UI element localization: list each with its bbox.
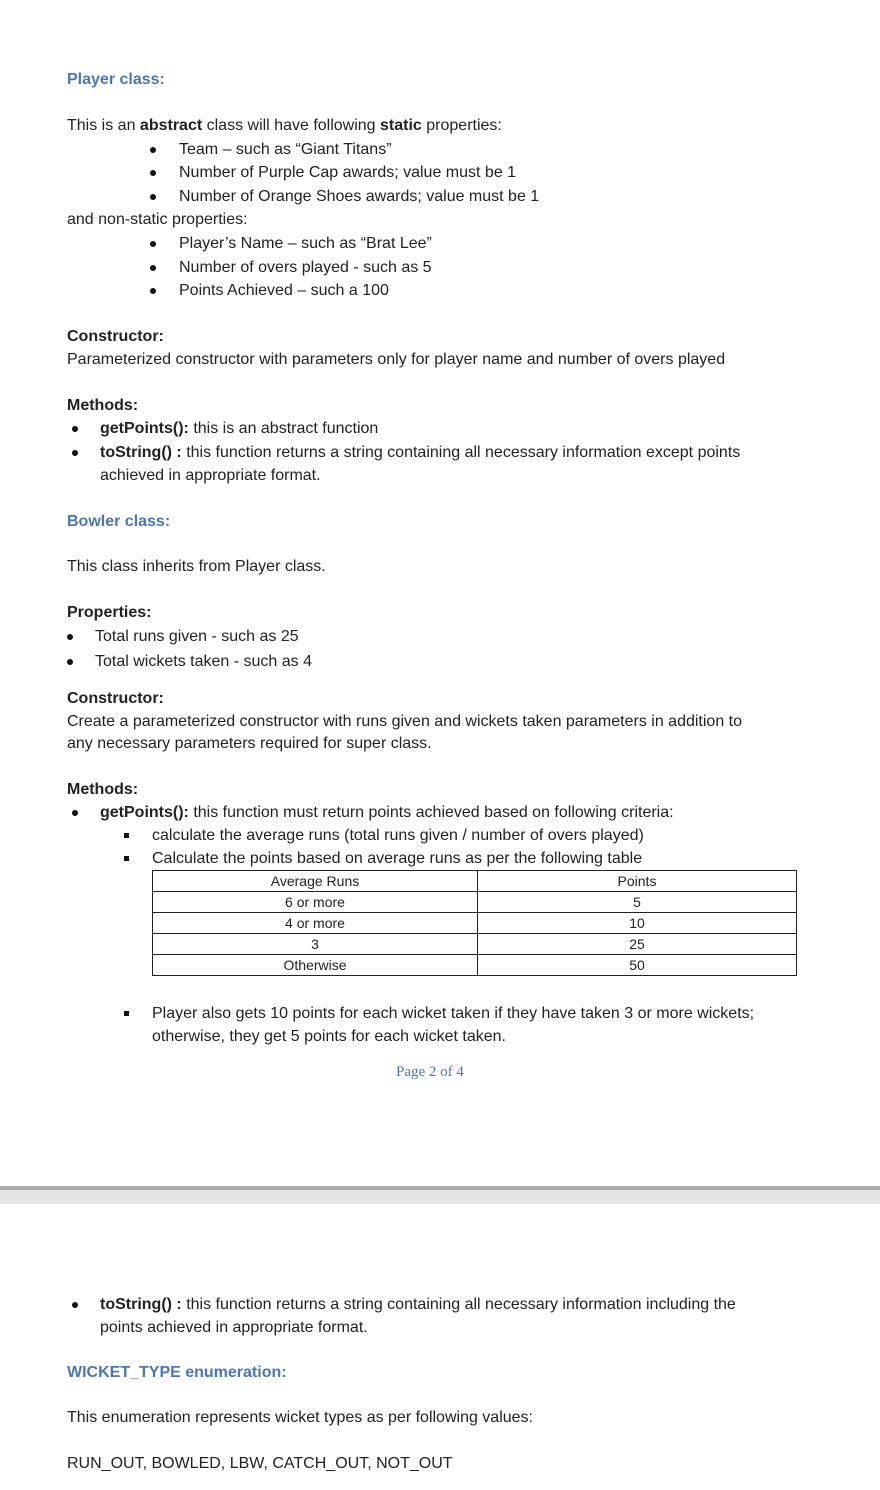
bullet-icon	[72, 810, 78, 816]
page-number: Page 2 of 4	[396, 1064, 464, 1080]
table-row	[153, 934, 797, 955]
bullet-icon	[150, 241, 156, 247]
bullet-icon	[72, 1302, 78, 1308]
method-name: toString() :	[100, 1296, 182, 1313]
bowler-constructor-text: any necessary parameters required for super class.	[67, 735, 432, 752]
table-cell: 50	[478, 955, 797, 976]
points-table	[152, 870, 797, 976]
page-break-gap	[0, 1190, 880, 1204]
bullet-icon	[150, 265, 156, 271]
nonstatic-prop-item: Number of overs played - such as 5	[179, 259, 432, 276]
bowler-property-item: Total runs given - such as 25	[95, 628, 299, 645]
method-desc: this function returns a string containing all necessary information except points	[181, 444, 741, 461]
bullet-icon	[67, 659, 73, 665]
wicket-type-values: RUN_OUT, BOWLED, LBW, CATCH_OUT, NOT_OUT	[67, 1455, 453, 1472]
method-item-tostring	[100, 442, 740, 464]
method-desc-continued: points achieved in appropriate format.	[100, 1319, 368, 1336]
wicket-type-intro: This enumeration represents wicket types as per following values:	[67, 1409, 533, 1426]
bowler-constructor-heading: Constructor:	[67, 690, 164, 707]
square-bullet-icon	[124, 856, 129, 861]
bowler-class-intro: This class inherits from Player class.	[67, 558, 326, 575]
bullet-icon	[150, 170, 156, 176]
bowler-tostring-item	[100, 1294, 736, 1316]
table-cell: Otherwise	[153, 955, 478, 976]
bowler-properties-heading: Properties:	[67, 604, 152, 621]
method-item-getpoints	[100, 418, 378, 440]
table-cell: 6 or more	[153, 892, 478, 913]
table-cell: 5	[478, 892, 797, 913]
criteria-item: Calculate the points based on average runs as per the following table	[152, 850, 643, 867]
wicket-type-heading: WICKET_TYPE enumeration:	[67, 1364, 287, 1381]
wicket-points-text: otherwise, they get 5 points for each wicket taken.	[152, 1028, 506, 1045]
criteria-item: calculate the average runs (total runs given / number of overs played)	[152, 827, 644, 844]
table-row	[153, 892, 797, 913]
static-prop-item: Number of Purple Cap awards; value must be 1	[179, 164, 517, 181]
static-prop-item: Team – such as “Giant Titans”	[179, 141, 392, 158]
table-header-cell: Average Runs	[153, 871, 478, 892]
method-name: toString() :	[100, 444, 182, 461]
bullet-icon	[150, 288, 156, 294]
square-bullet-icon	[124, 833, 129, 838]
bullet-icon	[150, 194, 156, 200]
method-name: getPoints():	[100, 420, 189, 437]
player-constructor-heading: Constructor:	[67, 328, 164, 345]
bullet-icon	[72, 450, 78, 456]
method-desc: this function must return points achieved based on following criteria:	[188, 804, 674, 821]
wicket-points-text: Player also gets 10 points for each wicket taken if they have taken 3 or more wickets;	[152, 1005, 755, 1022]
intro-text: This is an	[67, 117, 140, 134]
nonstatic-label: and non-static properties:	[67, 211, 248, 228]
table-cell: 3	[153, 934, 478, 955]
player-methods-heading: Methods:	[67, 397, 139, 414]
square-bullet-icon	[124, 1011, 129, 1016]
method-desc: this function returns a string containing all necessary information including the	[181, 1296, 736, 1313]
bowler-class-heading: Bowler class:	[67, 513, 171, 530]
method-desc-continued: achieved in appropriate format.	[100, 467, 321, 484]
bullet-icon	[72, 426, 78, 432]
table-cell: 10	[478, 913, 797, 934]
bowler-methods-heading: Methods:	[67, 781, 139, 798]
table-header-cell: Points	[478, 871, 797, 892]
bullet-icon	[67, 634, 73, 640]
static-prop-item: Number of Orange Shoes awards; value must be 1	[179, 188, 540, 205]
intro-abstract: abstract	[139, 117, 203, 134]
intro-static: static	[380, 117, 422, 134]
nonstatic-prop-item: Player’s Name – such as “Brat Lee”	[179, 235, 432, 252]
bowler-getpoints-item	[100, 802, 674, 824]
table-row	[153, 955, 797, 976]
bowler-property-item: Total wickets taken - such as 4	[95, 653, 312, 670]
player-constructor-text: Parameterized constructor with parameters only for player name and number of overs played	[67, 351, 726, 368]
player-class-heading: Player class:	[67, 71, 165, 88]
bullet-icon	[150, 147, 156, 153]
player-class-intro	[67, 115, 502, 137]
table-cell: 25	[478, 934, 797, 955]
bowler-constructor-text: Create a parameterized constructor with runs given and wickets taken parameters in addition to	[67, 713, 743, 730]
table-header-row	[153, 871, 797, 892]
table-cell: 4 or more	[153, 913, 478, 934]
intro-text: class will have following	[202, 117, 381, 134]
method-name: getPoints():	[100, 804, 189, 821]
nonstatic-prop-item: Points Achieved – such a 100	[179, 282, 389, 299]
intro-text: properties:	[421, 117, 502, 134]
method-desc: this is an abstract function	[188, 420, 379, 437]
table-row	[153, 913, 797, 934]
